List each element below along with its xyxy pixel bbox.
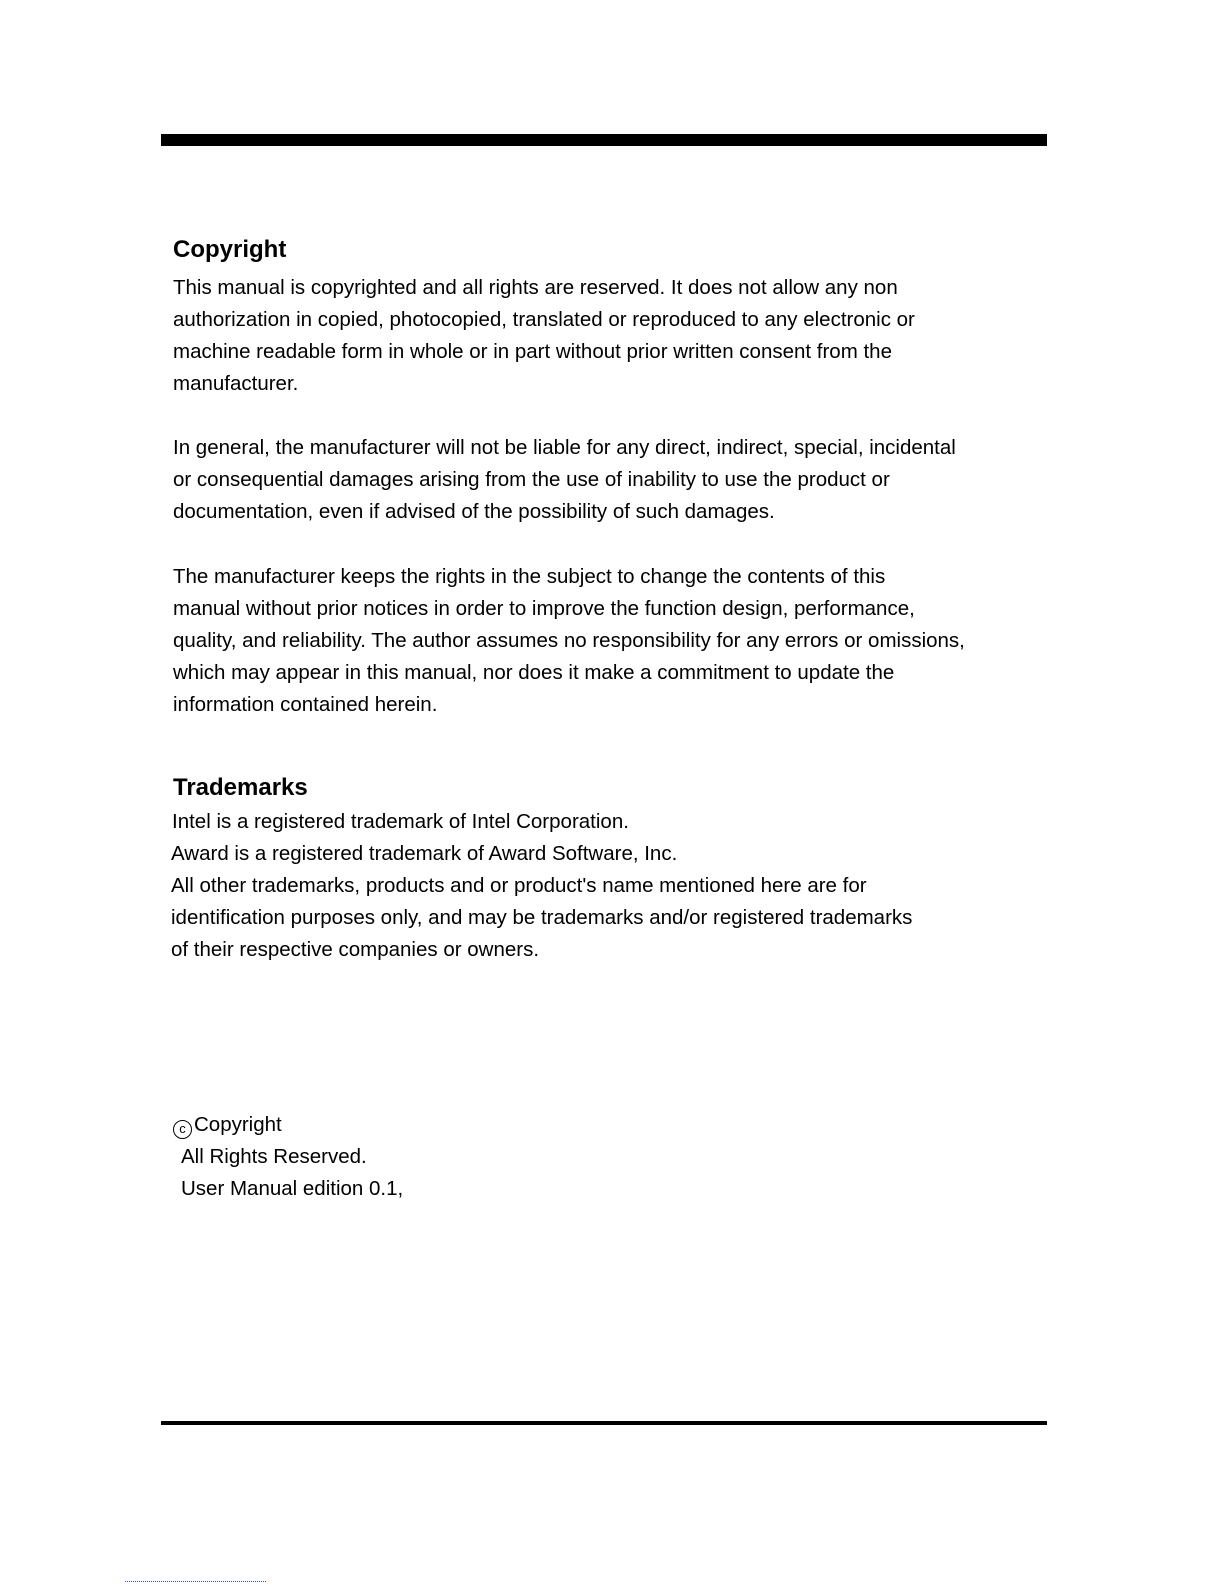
trademarks-heading: Trademarks bbox=[173, 774, 308, 801]
copyright-paragraph-1-line-4: manufacturer. bbox=[173, 372, 299, 395]
copyright-symbol-icon: c bbox=[173, 1120, 192, 1139]
trademarks-line-4: identification purposes only, and may be trademarks and/or registered trademarks bbox=[171, 906, 913, 929]
copyright-paragraph-3-line-2: manual without prior notices in order to improve the function design, performance, bbox=[173, 597, 915, 620]
copyright-paragraph-2-line-3: documentation, even if advised of the possibility of such damages. bbox=[173, 500, 775, 523]
trademarks-line-1: Intel is a registered trademark of Intel Corporation. bbox=[172, 810, 629, 833]
footer-link-underline bbox=[125, 1581, 266, 1582]
copyright-notice bbox=[173, 1109, 282, 1141]
copyright-paragraph-3-line-3: quality, and reliability. The author assumes no responsibility for any errors or omissions, bbox=[173, 629, 965, 652]
copyright-paragraph-1-line-1: This manual is copyrighted and all rights are reserved. It does not allow any non bbox=[173, 276, 898, 299]
bottom-rule bbox=[161, 1421, 1047, 1425]
copyright-paragraph-3-line-5: information contained herein. bbox=[173, 693, 438, 716]
copyright-paragraph-1-line-2: authorization in copied, photocopied, translated or reproduced to any electronic or bbox=[173, 308, 915, 331]
copyright-paragraph-3-line-4: which may appear in this manual, nor does it make a commitment to update the bbox=[173, 661, 895, 684]
copyright-paragraph-2-line-1: In general, the manufacturer will not be liable for any direct, indirect, special, incidental bbox=[173, 436, 956, 459]
copyright-heading: Copyright bbox=[173, 236, 287, 263]
all-rights-reserved: All Rights Reserved. bbox=[181, 1145, 367, 1168]
copyright-paragraph-1-line-3: machine readable form in whole or in part without prior written consent from the bbox=[173, 340, 892, 363]
copyright-paragraph-2-line-2: or consequential damages arising from the use of inability to use the product or bbox=[173, 468, 890, 491]
copyright-paragraph-3-line-1: The manufacturer keeps the rights in the subject to change the contents of this bbox=[173, 565, 886, 588]
trademarks-line-5: of their respective companies or owners. bbox=[171, 938, 540, 961]
edition-line: User Manual edition 0.1, bbox=[181, 1177, 404, 1200]
copyright-notice-label: Copyright bbox=[194, 1113, 282, 1136]
trademarks-line-2: Award is a registered trademark of Award Software, Inc. bbox=[171, 842, 678, 865]
trademarks-line-3: All other trademarks, products and or product's name mentioned here are for bbox=[171, 874, 867, 897]
top-rule bbox=[161, 134, 1047, 146]
